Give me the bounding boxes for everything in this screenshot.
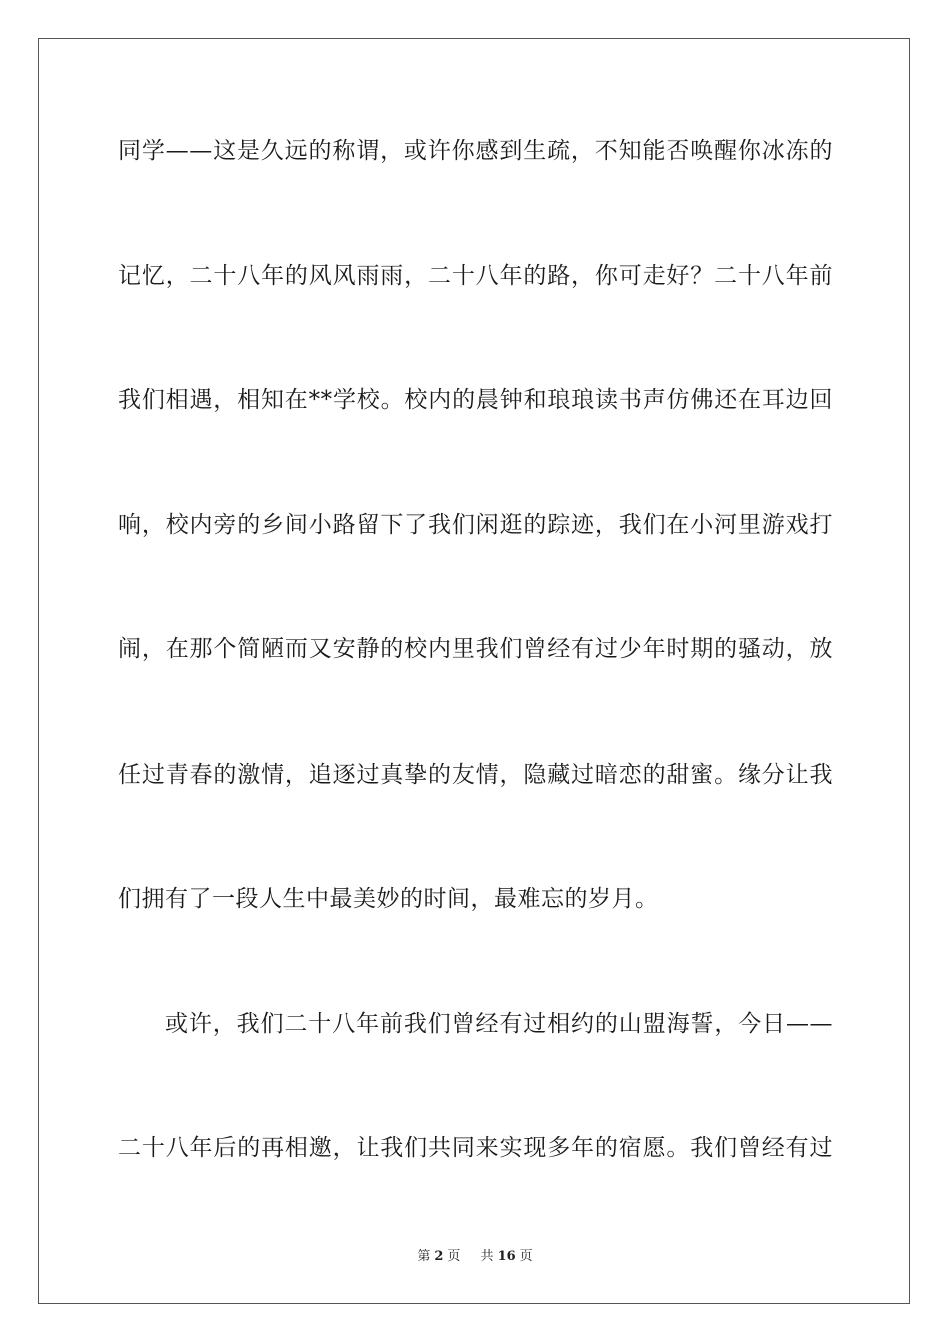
total-prefix: 共 [480, 1249, 494, 1264]
total-pages-value: 16 [497, 1249, 516, 1264]
body-text-line-6: 任过青春的激情，追逐过真挚的友情，隐藏过暗恋的甜蜜。缘分让我 [118, 762, 833, 788]
body-text-line-5: 闹，在那个简陋而又安静的校内里我们曾经有过少年时期的骚动，放 [118, 636, 833, 662]
page-border [38, 38, 910, 1304]
body-text-line-3: 我们相遇，相知在**学校。校内的晨钟和琅琅读书声仿佛还在耳边回 [118, 387, 833, 413]
body-text-line-2: 记忆，二十八年的风风雨雨，二十八年的路，你可走好？二十八年前 [118, 263, 833, 289]
page-number [413, 1249, 464, 1264]
body-text-line-4: 响，校内旁的乡间小路留下了我们闲逛的踪迹，我们在小河里游戏打 [118, 512, 833, 538]
page-footer [0, 1248, 950, 1266]
page-prefix: 第 [417, 1249, 431, 1264]
total-pages [477, 1249, 537, 1264]
current-page-value: 2 [434, 1249, 444, 1264]
body-text-line-9: 二十八年后的再相邀，让我们共同来实现多年的宿愿。我们曾经有过 [118, 1135, 833, 1161]
body-text-line-1: 同学——这是久远的称谓，或许你感到生疏，不知能否唤醒你冰冻的 [118, 138, 833, 164]
body-text-line-8: 或许，我们二十八年前我们曾经有过相约的山盟海誓，今日—— [165, 1011, 833, 1037]
body-text-line-7: 们拥有了一段人生中最美妙的时间，最难忘的岁月。 [118, 886, 659, 912]
total-suffix: 页 [519, 1249, 533, 1264]
page-suffix: 页 [447, 1249, 461, 1264]
